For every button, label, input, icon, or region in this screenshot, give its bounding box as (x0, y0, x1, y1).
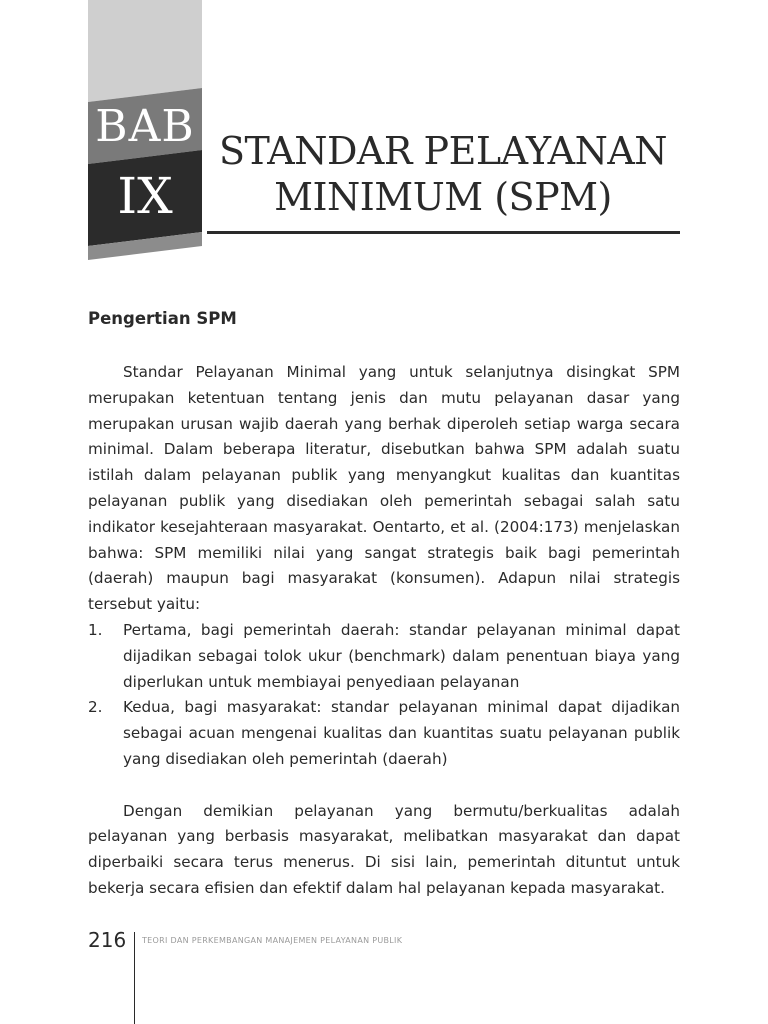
chapter-ribbon (88, 0, 202, 260)
chapter-title-line-2: MINIMUM (SPM) (274, 175, 612, 219)
title-underline (207, 231, 680, 234)
running-footer-title: TEORI DAN PERKEMBANGAN MANAJEMEN PELAYANAN PUBLIK (142, 936, 403, 945)
paragraph-conclusion: Dengan demikian pelayanan yang bermutu/berkualitas adalah pelayanan yang berbasis masyarakat, melibatkan masyarakat dan dapat diperbaiki secara terus menerus. Di sisi lain, pemerintah dituntut untuk bekerja secara efisien dan efektif dalam hal pelayanan kepada masyarakat. (88, 801, 680, 897)
chapter-title (208, 128, 678, 220)
page-number: 216 (88, 928, 127, 952)
body-text (88, 360, 680, 902)
list-item-number: 2. (88, 698, 103, 717)
paragraph-intro: Standar Pelayanan Minimal yang untuk selanjutnya disingkat SPM merupakan ketentuan tentang jenis dan mutu pelayanan dasar yang merupakan urusan wajib daerah yang berhak diperoleh setiap warga secara minimal. Dalam beberapa literatur, disebutkan bahwa SPM adalah suatu istilah dalam pelayanan publik yang menyangkut kualitas dan kuantitas pelayanan publik yang disediakan oleh pemerintah sebagai salah satu indikator kesejahteraan masyarakat. Oentarto, et al. (2004:173) menjelaskan bahwa: SPM memiliki nilai yang sangat strategis baik bagi pemerintah (daerah) maupun bagi masyarakat (konsumen). Adapun nilai strategis tersebut yaitu: (88, 363, 680, 614)
list-item (88, 618, 680, 695)
chapter-title-line-1: STANDAR PELAYANAN (218, 129, 668, 173)
list-item-number: 1. (88, 620, 103, 639)
chapter-label: BAB (95, 101, 195, 152)
list-item-text: Kedua, bagi masyarakat: standar pelayanan minimal dapat dijadikan sebagai acuan mengenai kualitas dan kuantitas suatu pelayanan publik yang disediakan oleh pemerintah (daerah) (123, 698, 680, 768)
chapter-number: IX (117, 167, 173, 225)
list-item-text: Pertama, bagi pemerintah daerah: standar pelayanan minimal dapat dijadikan sebagai tolok ukur (benchmark) dalam penentuan biaya yang diperlukan untuk membiayai penyediaan pelayanan (123, 620, 680, 691)
ribbon-top-band (88, 0, 202, 102)
paragraph-gap (88, 773, 680, 799)
list-item (88, 695, 680, 772)
section-heading: Pengertian SPM (88, 309, 237, 328)
footer-divider (134, 932, 135, 1024)
numbered-list (88, 618, 680, 773)
